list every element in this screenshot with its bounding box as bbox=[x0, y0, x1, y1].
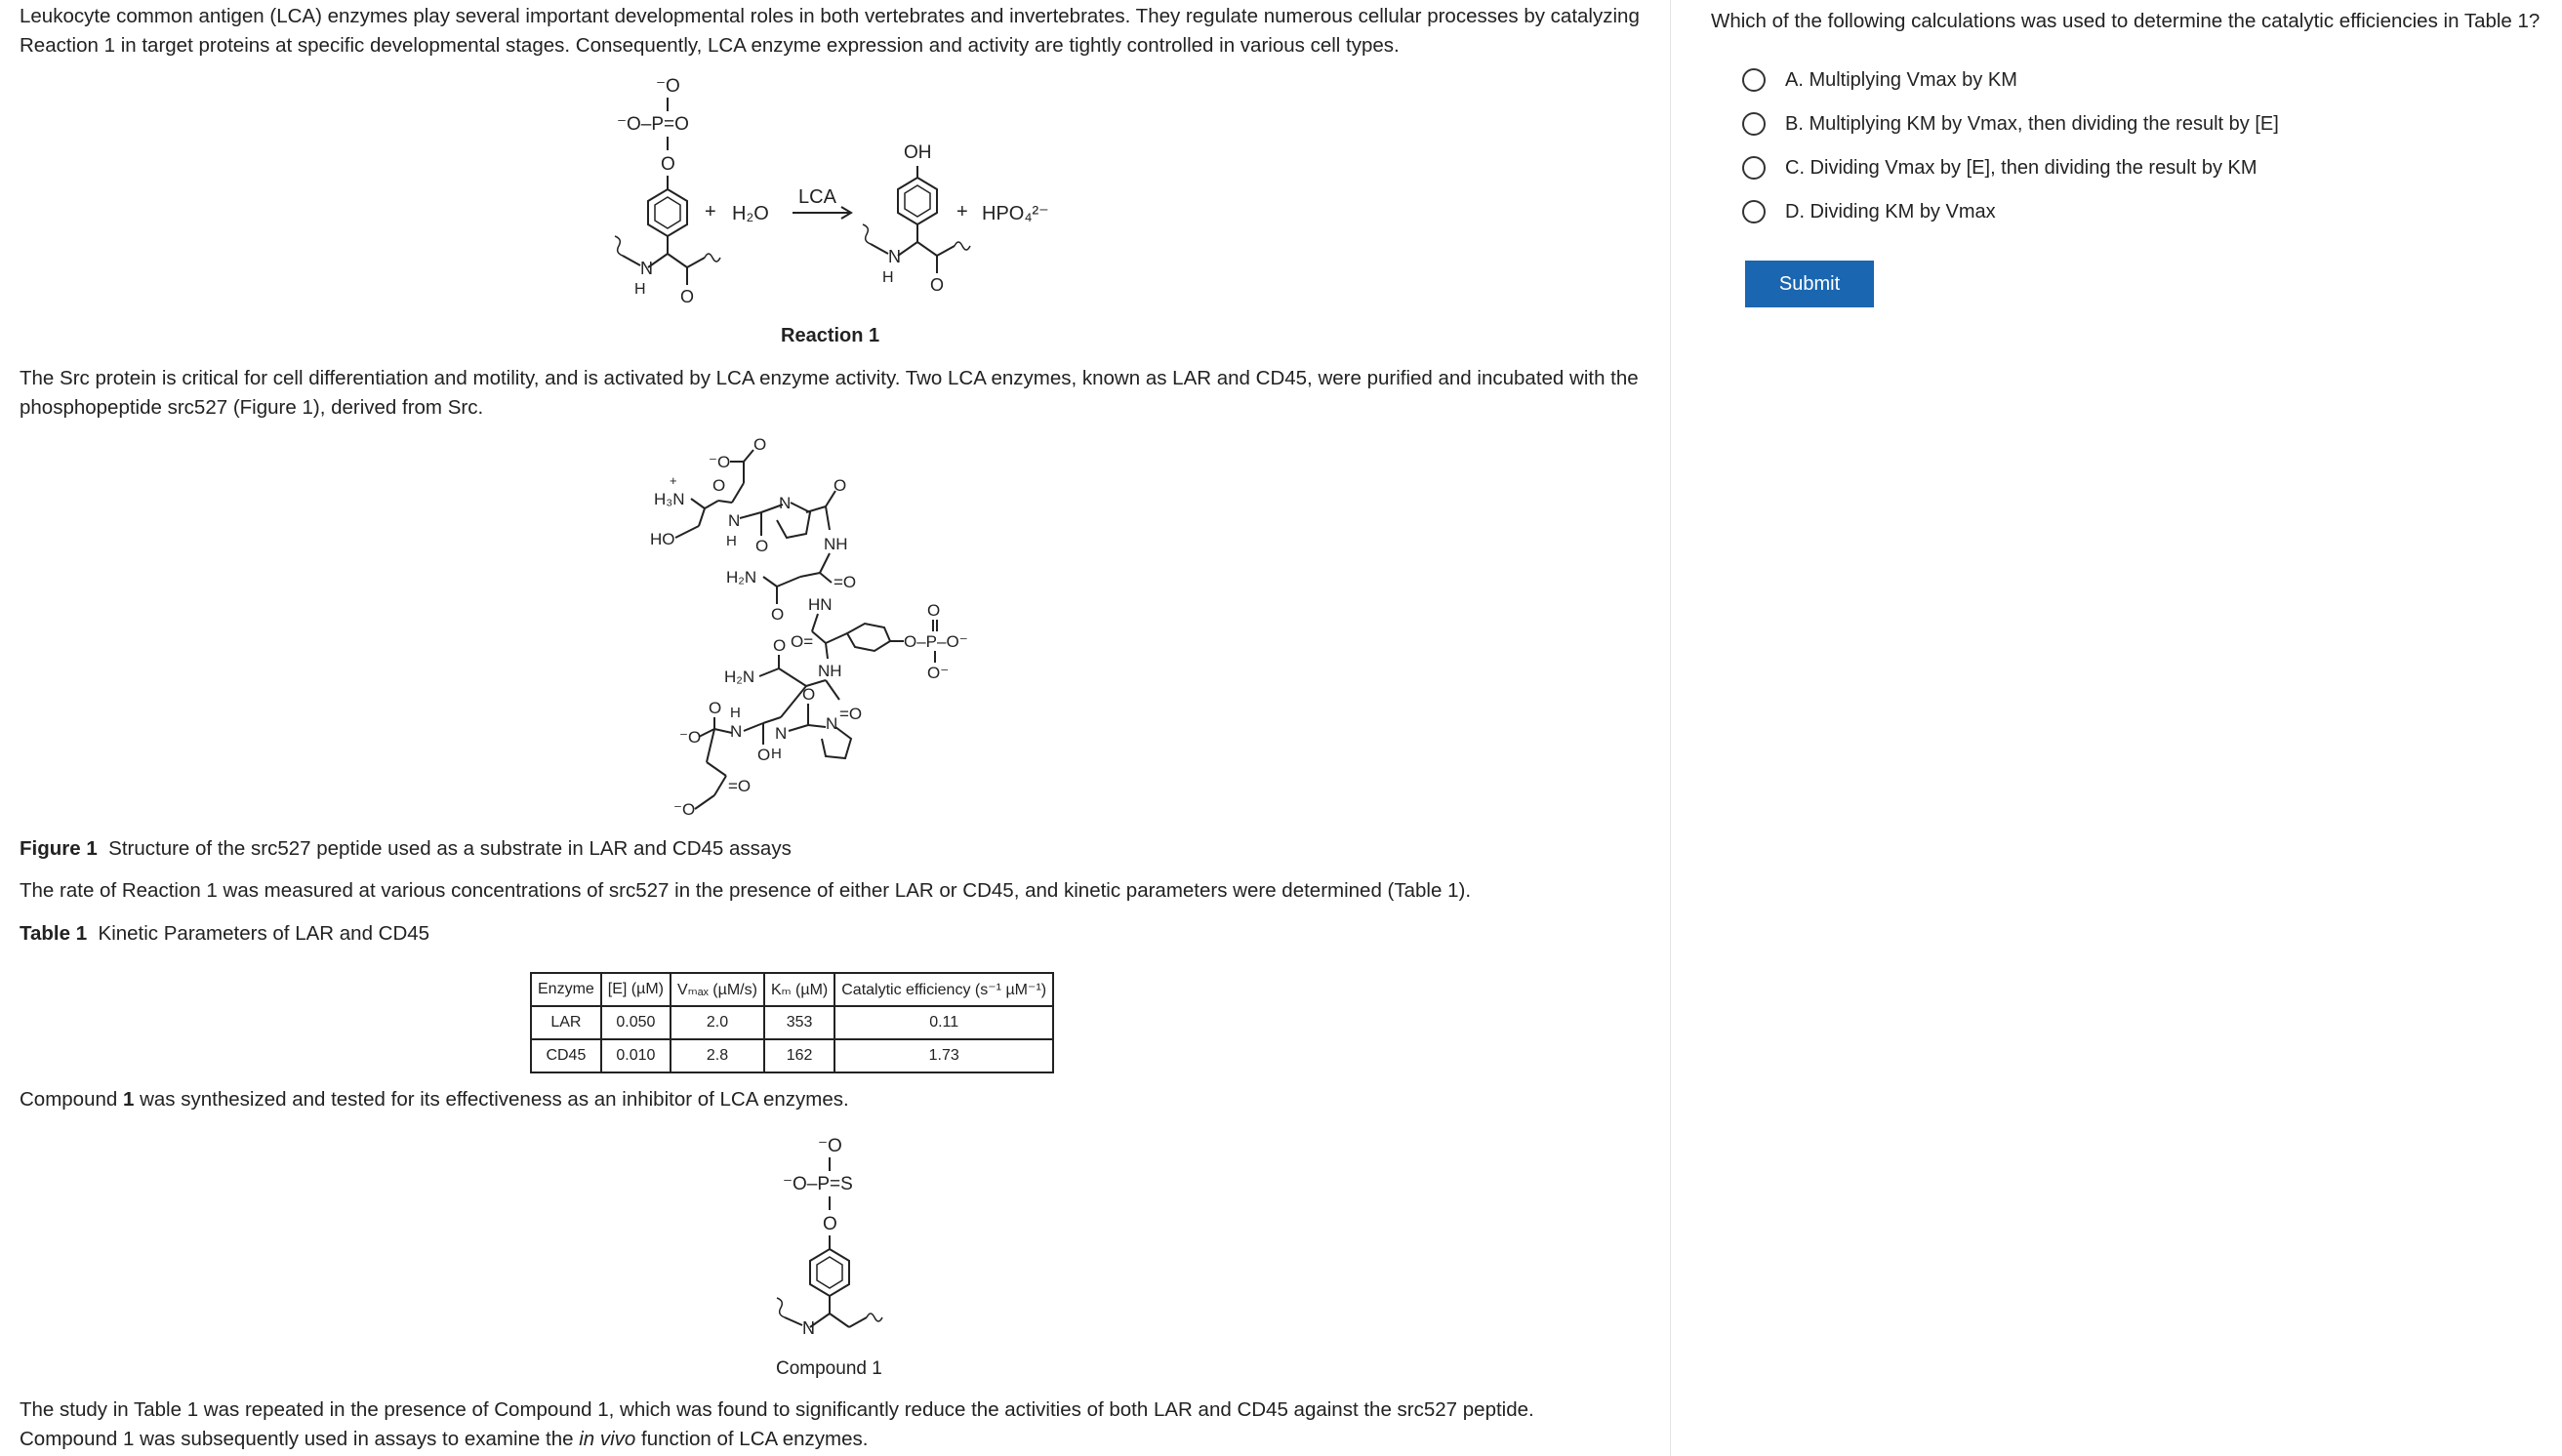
svg-text:H₃N: H₃N bbox=[654, 490, 685, 508]
final-paragraph-2-pre: Compound 1 was subsequently used in assays to examine the bbox=[20, 1428, 580, 1450]
compound-number: 1 bbox=[122, 1088, 135, 1111]
svg-text:⁻O: ⁻O bbox=[709, 453, 731, 471]
svg-text:O: O bbox=[712, 476, 726, 495]
svg-text:⁻O: ⁻O bbox=[656, 76, 680, 97]
svg-text:⁻O–P=S: ⁻O–P=S bbox=[783, 1174, 853, 1194]
table-cell: 2.0 bbox=[671, 1006, 764, 1039]
svg-text:N: N bbox=[802, 1318, 815, 1338]
answer-option-d[interactable] bbox=[1742, 200, 1996, 223]
table-header: [E] (µM) bbox=[601, 973, 671, 1006]
svg-text:O: O bbox=[834, 476, 847, 495]
svg-text:⁻O: ⁻O bbox=[679, 728, 702, 747]
table-cell: 0.11 bbox=[834, 1006, 1053, 1039]
svg-text:=O: =O bbox=[839, 705, 863, 723]
svg-text:=O: =O bbox=[834, 573, 857, 591]
svg-text:⁻O: ⁻O bbox=[818, 1136, 842, 1156]
svg-text:=O: =O bbox=[728, 777, 752, 795]
phosphate-label: HPO₄²⁻ bbox=[982, 203, 1049, 224]
svg-text:H₂N: H₂N bbox=[724, 667, 755, 686]
table-header: Catalytic efficiency (s⁻¹ µM⁻¹) bbox=[834, 973, 1053, 1006]
plus-sign-2: + bbox=[956, 201, 968, 222]
table-1-caption-text: Kinetic Parameters of LAR and CD45 bbox=[98, 922, 430, 945]
table-header: Vₘₐₓ (µM/s) bbox=[671, 973, 764, 1006]
svg-text:HN: HN bbox=[808, 595, 833, 614]
svg-text:O: O bbox=[709, 699, 722, 717]
svg-text:O: O bbox=[802, 685, 816, 704]
svg-text:O: O bbox=[930, 275, 945, 295]
svg-text:O–P–O⁻: O–P–O⁻ bbox=[904, 632, 968, 651]
reaction-title: Reaction 1 bbox=[781, 325, 880, 346]
final-paragraph-1: The study in Table 1 was repeated in the presence of Compound 1, which was found to significantly reduce the activities of both LAR and CD45 against the src527 peptide. bbox=[20, 1398, 1534, 1421]
question-panel bbox=[1672, 0, 2562, 1456]
svg-text:NH: NH bbox=[818, 662, 842, 680]
svg-text:H: H bbox=[882, 269, 894, 286]
svg-text:O: O bbox=[757, 746, 771, 764]
question-text: Which of the following calculations was used to determine the catalytic efficiencies in Table 1? bbox=[1711, 10, 2541, 32]
water-label: H₂O bbox=[732, 203, 769, 224]
svg-text:O: O bbox=[680, 287, 695, 306]
svg-text:N: N bbox=[888, 247, 901, 266]
answer-option-label: C. Dividing Vmax by [E], then dividing the result by KM bbox=[1785, 156, 2257, 179]
table-cell: 353 bbox=[764, 1006, 834, 1039]
radio-button-icon[interactable] bbox=[1742, 68, 1766, 92]
svg-text:N: N bbox=[730, 722, 743, 741]
table-row bbox=[531, 1039, 1053, 1072]
svg-text:N: N bbox=[779, 494, 792, 512]
compound-paragraph-pre: Compound bbox=[20, 1088, 123, 1111]
table-header: Enzyme bbox=[531, 973, 601, 1006]
answer-option-a[interactable] bbox=[1742, 68, 2017, 92]
table-header: Kₘ (µM) bbox=[764, 973, 834, 1006]
answer-option-c[interactable] bbox=[1742, 156, 2257, 180]
reaction-1-scheme bbox=[586, 68, 1659, 390]
final-paragraph-2-post: function of LCA enzymes. bbox=[635, 1428, 869, 1450]
figure-1-caption-text: Structure of the src527 peptide used as a substrate in LAR and CD45 assays bbox=[108, 837, 792, 860]
svg-text:HO: HO bbox=[650, 530, 675, 548]
svg-text:O: O bbox=[753, 435, 767, 454]
compound-paragraph bbox=[20, 1085, 1640, 1114]
table-cell: 0.010 bbox=[601, 1039, 671, 1072]
answer-option-label: B. Multiplying KM by Vmax, then dividing the result by [E] bbox=[1785, 112, 2279, 135]
intro-paragraph: Leukocyte common antigen (LCA) enzymes play several important developmental roles in both vertebrates and invertebrates. They regulate numerous cellular processes by catalyzing Reaction 1 in target proteins at specific developmental stages. Consequently, LCA enzyme expression and activity are tightly controlled in various cell types. bbox=[20, 5, 1640, 57]
figure-1-caption bbox=[20, 837, 792, 861]
svg-text:OH: OH bbox=[904, 142, 932, 163]
radio-button-icon[interactable] bbox=[1742, 156, 1766, 180]
submit-button[interactable]: Submit bbox=[1745, 261, 1874, 307]
final-paragraph-2 bbox=[20, 1425, 1640, 1454]
svg-text:O: O bbox=[927, 601, 941, 620]
enzyme-label: LCA bbox=[798, 186, 836, 208]
svg-text:N: N bbox=[640, 259, 653, 278]
plus-sign-1: + bbox=[705, 201, 716, 222]
svg-text:N: N bbox=[826, 714, 838, 733]
figure-1-label: Figure 1 bbox=[20, 837, 98, 860]
svg-text:O: O bbox=[661, 154, 675, 175]
svg-text:H: H bbox=[726, 533, 737, 549]
svg-text:H: H bbox=[771, 746, 782, 762]
svg-text:H₂N: H₂N bbox=[726, 568, 757, 586]
answer-option-b[interactable] bbox=[1742, 112, 2279, 136]
svg-text:H: H bbox=[730, 705, 741, 721]
svg-text:O: O bbox=[755, 537, 769, 555]
radio-button-icon[interactable] bbox=[1742, 200, 1766, 223]
compound-1-structure bbox=[752, 1132, 947, 1347]
table-cell: 0.050 bbox=[601, 1006, 671, 1039]
table-1-label: Table 1 bbox=[20, 922, 88, 945]
rate-paragraph: The rate of Reaction 1 was measured at various concentrations of src527 in the presence of either LAR or CD45, and kinetic parameters were determined (Table 1). bbox=[20, 879, 1472, 902]
answer-option-label: A. Multiplying Vmax by KM bbox=[1785, 68, 2017, 91]
src527-structure bbox=[634, 434, 1083, 825]
table-1-caption bbox=[20, 922, 429, 946]
table-cell: LAR bbox=[531, 1006, 601, 1039]
svg-text:+: + bbox=[670, 473, 677, 488]
svg-text:O: O bbox=[771, 605, 785, 624]
final-paragraph-2-italic: in vivo bbox=[579, 1428, 636, 1450]
svg-text:⁻O: ⁻O bbox=[673, 800, 696, 819]
answer-option-label: D. Dividing KM by Vmax bbox=[1785, 200, 1996, 222]
svg-text:N: N bbox=[775, 724, 788, 743]
svg-text:N: N bbox=[728, 511, 741, 530]
svg-text:O: O bbox=[773, 636, 787, 655]
src-paragraph: The Src protein is critical for cell differentiation and motility, and is activated by LCA enzyme activity. Two LCA enzymes, known as LAR and CD45, were purified and incubated with the phosphopeptide src527 (Figure 1), derived from Src. bbox=[20, 367, 1639, 419]
compound-paragraph-post: was synthesized and tested for its effectiveness as an inhibitor of LCA enzymes. bbox=[134, 1088, 849, 1111]
svg-text:O⁻: O⁻ bbox=[927, 664, 950, 682]
table-row bbox=[531, 1006, 1053, 1039]
radio-button-icon[interactable] bbox=[1742, 112, 1766, 136]
svg-text:NH: NH bbox=[824, 535, 848, 553]
svg-text:O: O bbox=[823, 1214, 837, 1234]
svg-text:O=: O= bbox=[791, 632, 814, 651]
table-cell: 2.8 bbox=[671, 1039, 764, 1072]
svg-text:⁻O–P=O: ⁻O–P=O bbox=[617, 114, 689, 135]
compound-1-label: Compound 1 bbox=[776, 1358, 882, 1379]
table-header-row bbox=[531, 973, 1053, 1006]
table-cell: 162 bbox=[764, 1039, 834, 1072]
table-cell: 1.73 bbox=[834, 1039, 1053, 1072]
table-cell: CD45 bbox=[531, 1039, 601, 1072]
svg-text:H: H bbox=[634, 281, 646, 298]
kinetic-parameters-table bbox=[530, 972, 1054, 1073]
